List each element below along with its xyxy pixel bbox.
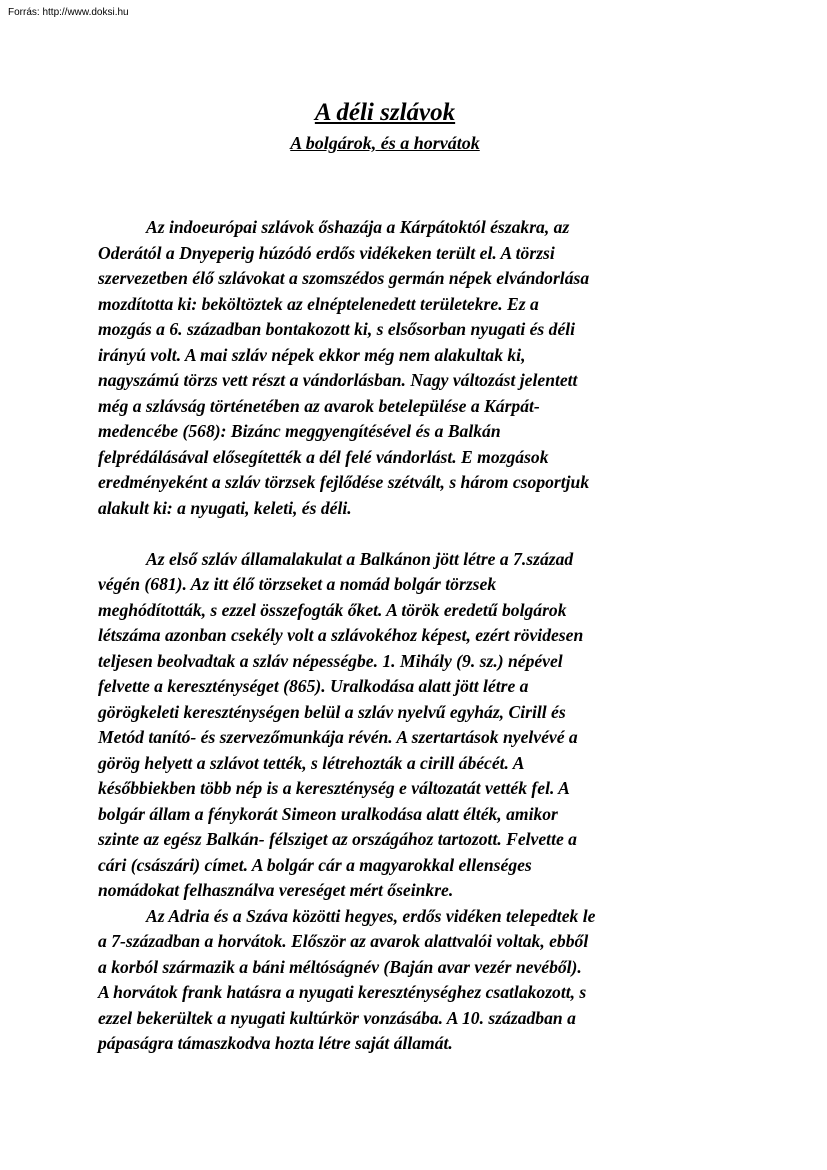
text-line: a 7-században a horvátok. Először az avarok alattvalói voltak, ebből [98,931,589,951]
text-line: medencébe (568): Bizánc meggyengítésével és a Balkán [98,421,501,441]
text-line: meghódították, s ezzel összefogták őket. A török eredetű bolgárok [98,599,567,620]
paragraph [98,904,738,1057]
text-line: szinte az egész Balkán- félsziget az országához tartozott. Felvette a [98,829,577,849]
text-line: Metód tanító- és szervezőmunkája révén. A szertartások nyelvévé a [98,727,578,747]
text-line: bolgár állam a fénykorát Simeon uralkodása alatt élték, amikor [98,803,558,824]
text-line: cári (császári) címet. A bolgár cár a magyarokkal ellenséges [98,854,532,875]
text-line: eredményeként a szláv törzsek fejlődése szétvált, s három csoportjuk [98,472,590,492]
text-line: irányú volt. A mai szláv népek ekkor még nem alakultak ki, [98,344,526,365]
text-line: szervezetben élő szlávokat a szomszédos germán népek elvándorlása [98,268,590,288]
text-line: mozgás a 6. században bontakozott ki, s elsősorban nyugati és déli [98,319,576,339]
text-line: a korból származik a báni méltóságnév (Baján avar vezér nevéből). [98,956,582,977]
text-line: Az első szláv államalakulat a Balkánon jött létre a 7.század [146,548,574,569]
text-line: mozdította ki: beköltöztek az elnéptelenedett területekre. Ez a [98,293,539,314]
text-line: végén (681). Az itt élő törzseket a nomád bolgár törzsek [98,574,497,594]
page-subtitle: A bolgárok, és a horvátok [290,133,480,153]
text-line: nomádokat felhasználva vereséget mért őseinkre. [98,880,454,900]
text-line: pápaságra támaszkodva hozta létre saját államát. [98,1033,453,1053]
text-line: teljesen beolvadtak a szláv népességbe. 1. Mihály (9. sz.) népével [98,650,563,671]
text-line: görögkeleti kereszténységen belül a szláv nyelvű egyház, Cirill és [98,701,566,722]
text-line: alakult ki: a nyugati, keleti, és déli. [98,497,352,518]
text-line: ezzel bekerültek a nyugati kultúrkör vonzásába. A 10. században a [98,1007,576,1028]
text-line: felprédálásával elősegítették a dél felé vándorlást. E mozgások [98,446,549,467]
text-line: Az Adria és a Száva közötti hegyes, erdős vidéken telepedtek le [146,905,596,926]
page-title: A déli szlávok [314,99,456,126]
text-line: felvette a kereszténységet (865). Uralkodása alatt jött létre a [98,676,529,696]
paragraph [98,547,738,904]
text-line: Az indoeurópai szlávok őshazája a Kárpátoktól északra, az [146,217,570,237]
text-line: görög helyett a szlávot tették, s létrehozták a cirill ábécét. A [98,752,525,773]
text-line: létszáma azonban csekély volt a szlávokéhoz képest, ezért rövidesen [98,625,584,645]
source-url-label: Forrás: http://www.doksi.hu [8,7,129,18]
text-line: nagyszámú törzs vett részt a vándorlásban. Nagy változást jelentett [98,370,578,390]
text-line: még a szlávság történetében az avarok betelepülése a Kárpát- [98,395,540,416]
text-line: későbbiekben több nép is a kereszténység e változatát vették fel. A [98,778,570,798]
paragraph [98,215,738,521]
document-body [98,215,738,1057]
text-line: Oderától a Dnyeperig húzódó erdős vidékeken terült el. A törzsi [98,242,555,263]
paragraph-gap [98,521,738,547]
text-line: A horvátok frank hatásra a nyugati kereszténységhez csatlakozott, s [98,982,587,1002]
